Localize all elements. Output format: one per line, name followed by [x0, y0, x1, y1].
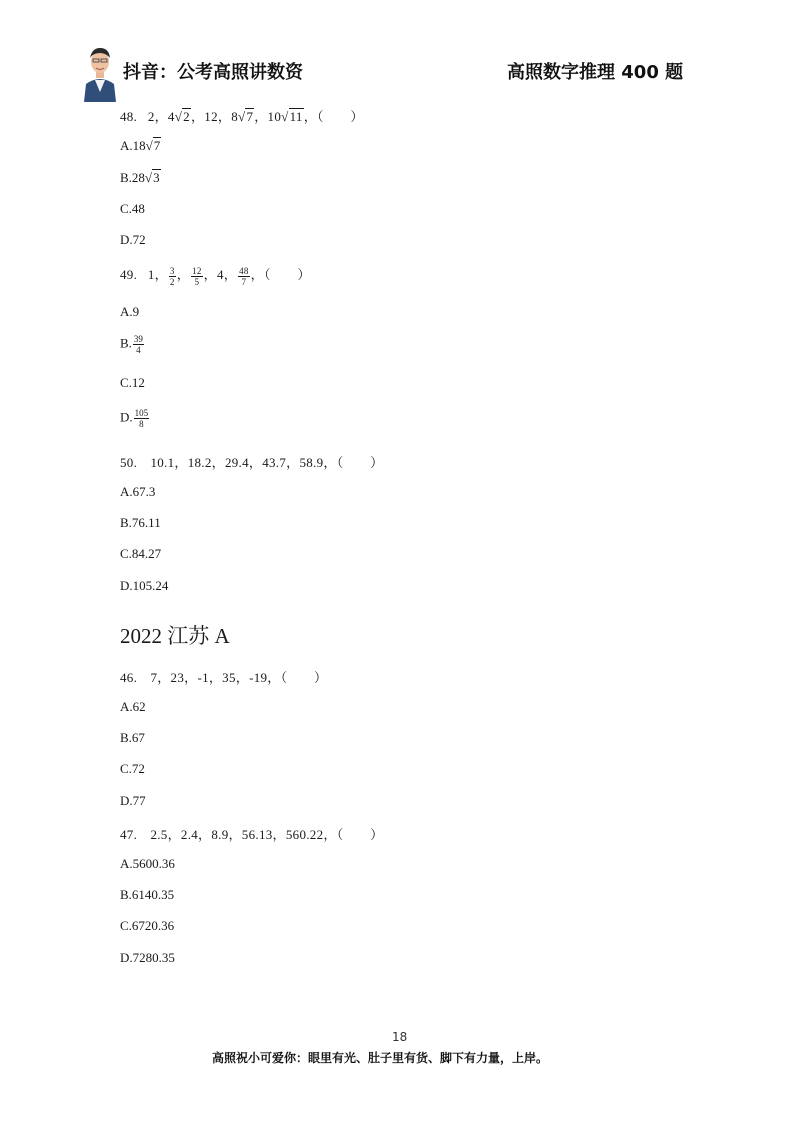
- option-a: A.67.3: [120, 484, 156, 499]
- option-b: B.67: [120, 730, 145, 745]
- question-49: 49. 1， $\frac{3}{2}$ ， $\frac{12}{5}$ ，4， $\frac{48}{7}$ ，（ ）: [120, 265, 311, 287]
- option-b: B. $\frac{39}{4}$: [120, 334, 143, 355]
- option-d: D.77: [120, 793, 146, 808]
- option-b: B.6140.35: [120, 887, 175, 902]
- question-number: 48.: [120, 109, 138, 124]
- option-a: A.18√7: [120, 138, 161, 153]
- question-number: 49.: [120, 267, 138, 282]
- fraction: $\frac{48}{7}$: [239, 265, 249, 287]
- question-46: 46. 7，23，-1，35，-19，（ ）: [120, 670, 328, 685]
- author-photo: [78, 40, 122, 102]
- option-c: C.6720.36: [120, 918, 175, 933]
- option-d: D.72: [120, 232, 146, 247]
- option-b: B.28√3: [120, 170, 160, 185]
- section-title: 2022 江苏 A: [120, 624, 230, 648]
- option-a: A.5600.36: [120, 856, 175, 871]
- footer-slogan: 高照祝小可爱你：眼里有光、肚子里有货、脚下有力量，上岸。: [212, 1051, 549, 1065]
- option-c: C.72: [120, 761, 145, 776]
- question-50: 50. 10.1，18.2，29.4，43.7，58.9，（ ）: [120, 455, 384, 470]
- option-a: A.9: [120, 304, 140, 319]
- sqrt-symbol: √2: [174, 109, 190, 124]
- option-b: B.76.11: [120, 515, 161, 530]
- sqrt-symbol: √11: [281, 109, 303, 124]
- question-48: 48. 2，4√2，12，8√7，10√11，（ ）: [120, 109, 364, 124]
- option-c: C.48: [120, 201, 145, 216]
- fraction: $\frac{12}{5}$: [192, 265, 202, 287]
- page-header: [0, 0, 800, 105]
- option-d: D.7280.35: [120, 950, 175, 965]
- question-47: 47. 2.5，2.4，8.9，56.13，560.22，（ ）: [120, 827, 384, 842]
- header-left-title: 抖音：公考高照讲数资: [123, 62, 303, 83]
- page-number: 18: [392, 1030, 408, 1044]
- header-right-title: 高照数字推理 400 题: [507, 62, 684, 83]
- option-c: C.12: [120, 375, 145, 390]
- option-d: D. $\frac{105}{8}$: [120, 408, 149, 429]
- option-c: C.84.27: [120, 546, 162, 561]
- fraction: $\frac{3}{2}$: [169, 265, 175, 287]
- option-d: D.105.24: [120, 578, 169, 593]
- author-avatar: [78, 40, 122, 102]
- option-a: A.62: [120, 699, 146, 714]
- sqrt-symbol: √7: [238, 109, 254, 124]
